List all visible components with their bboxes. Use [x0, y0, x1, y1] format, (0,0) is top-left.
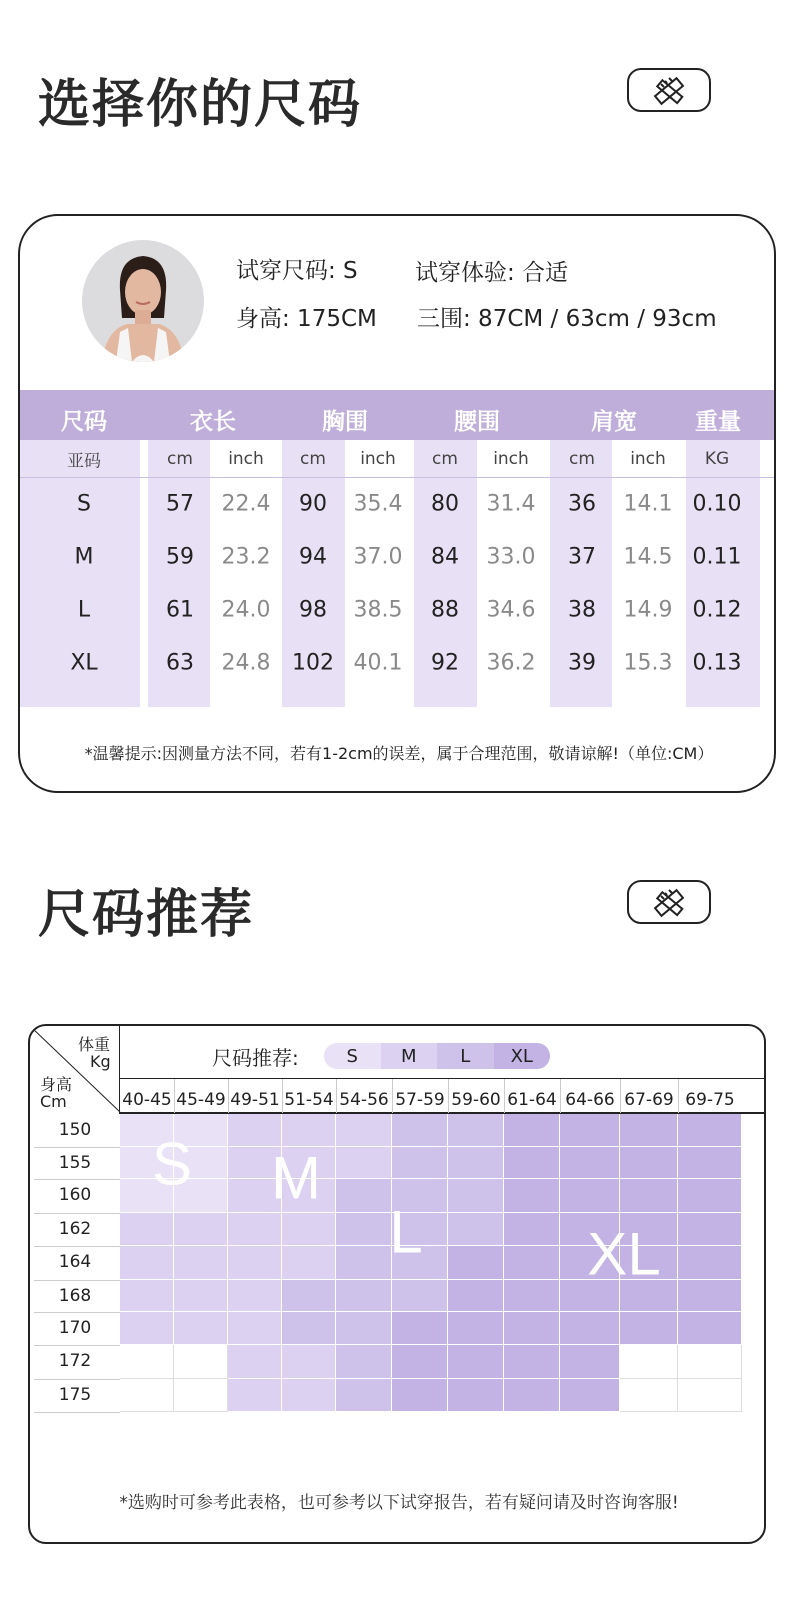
model-measurements-text: 三围: 87CM / 63cm / 93cm	[417, 306, 717, 332]
size-grid-cell	[448, 1312, 504, 1345]
size-grid-cell	[120, 1312, 174, 1345]
size-grid-cell	[620, 1345, 678, 1379]
size-grid-cell	[336, 1147, 392, 1179]
size-grid-cell	[392, 1379, 448, 1412]
height-header: 168	[58, 1286, 92, 1306]
try-experience-text: 试穿体验: 合适	[415, 260, 569, 286]
weight-header: 49-51	[230, 1090, 280, 1110]
header-divider	[120, 1078, 766, 1079]
weight-header: 57-59	[395, 1090, 445, 1110]
row-divider	[34, 1312, 120, 1313]
size-zone-label: M	[271, 1144, 321, 1212]
size-grid-cell	[448, 1147, 504, 1179]
size-grid-cell	[678, 1246, 742, 1280]
row-divider	[34, 1179, 120, 1180]
size-grid-cell	[174, 1246, 228, 1280]
label-column-divider	[119, 1026, 120, 1114]
size-grid-cell	[620, 1312, 678, 1345]
size-grid-cell	[678, 1345, 742, 1379]
size-grid-cell	[336, 1312, 392, 1345]
size-cell: 36	[568, 491, 596, 517]
model-avatar	[82, 240, 204, 362]
size-grid-cell	[560, 1379, 620, 1412]
weight-column-divider	[174, 1079, 175, 1113]
size-grid-cell	[336, 1280, 392, 1312]
size-cell: S	[77, 491, 91, 517]
legend-title: 尺码推荐:	[212, 1046, 299, 1070]
height-header: 175	[58, 1385, 92, 1405]
header-shoulder: 肩宽	[591, 409, 637, 435]
weight-header: 64-66	[565, 1090, 615, 1110]
legend-xl: XL	[494, 1043, 551, 1069]
weight-column-divider	[228, 1079, 229, 1113]
height-header: 155	[58, 1153, 92, 1173]
weight-column-divider	[504, 1079, 505, 1113]
subheader-cell: cm	[167, 449, 193, 469]
size-grid-cell	[392, 1345, 448, 1379]
size-cell: M	[74, 544, 94, 570]
size-grid-cell	[678, 1312, 742, 1345]
weight-column-divider	[620, 1079, 621, 1113]
corner-height-unit: Cm	[40, 1092, 67, 1111]
size-grid-cell	[228, 1312, 282, 1345]
size-grid-cell	[336, 1246, 392, 1280]
row-divider	[34, 1246, 120, 1247]
size-cell: 14.9	[623, 597, 673, 623]
size-cell: 57	[166, 491, 194, 517]
subheader-cell: 亚码	[67, 451, 101, 472]
weight-column-divider	[560, 1079, 561, 1113]
size-cell: 92	[431, 650, 459, 676]
height-header: 160	[58, 1185, 92, 1205]
size-cell: 80	[431, 491, 459, 517]
size-grid-cell	[504, 1345, 560, 1379]
size-grid-cell	[392, 1114, 448, 1147]
size-grid-cell	[282, 1280, 336, 1312]
legend-s: S	[324, 1043, 381, 1069]
model-height-text: 身高: 175CM	[236, 306, 377, 332]
row-divider	[34, 1379, 120, 1380]
size-cell: 84	[431, 544, 459, 570]
size-grid-cell	[228, 1280, 282, 1312]
size-grid-cell	[678, 1114, 742, 1147]
row-divider	[34, 1280, 120, 1281]
size-cell: 15.3	[623, 650, 673, 676]
subheader-cell: inch	[493, 449, 529, 469]
corner-weight-unit: Kg	[90, 1052, 111, 1071]
try-size-text: 试穿尺码: S	[236, 258, 358, 284]
size-cell: 0.12	[692, 597, 742, 623]
size-grid-cell	[336, 1213, 392, 1246]
size-cell: 14.1	[623, 491, 673, 517]
row-divider	[34, 1345, 120, 1346]
header-chest: 胸围	[322, 409, 368, 435]
size-grid-cell	[228, 1114, 282, 1147]
height-header: 150	[58, 1120, 92, 1140]
size-grid-cell	[174, 1379, 228, 1412]
corner-weight: 体重	[78, 1035, 111, 1054]
row-divider	[34, 1412, 120, 1413]
subheader-cell: cm	[432, 449, 458, 469]
size-cell: 38.5	[353, 597, 403, 623]
size-grid-cell	[282, 1114, 336, 1147]
size-grid-cell	[620, 1379, 678, 1412]
weight-header: 69-75	[685, 1090, 735, 1110]
legend-l: L	[437, 1043, 494, 1069]
size-grid-cell	[448, 1246, 504, 1280]
size-grid-cell	[678, 1379, 742, 1412]
size-cell: 23.2	[221, 544, 271, 570]
size-grid-cell	[282, 1345, 336, 1379]
size-zone-label: S	[151, 1130, 193, 1198]
size-cell: 0.11	[692, 544, 742, 570]
size-grid-cell	[120, 1345, 174, 1379]
size-grid-cell	[282, 1246, 336, 1280]
size-grid-cell	[228, 1213, 282, 1246]
size-grid-cell	[282, 1379, 336, 1412]
size-grid-cell	[504, 1280, 560, 1312]
size-cell: 94	[299, 544, 327, 570]
size-cell: 35.4	[353, 491, 403, 517]
size-grid-cell	[228, 1246, 282, 1280]
recommend-note: *选购时可参考此表格，也可参考以下试穿报告，若有疑问请及时咨询客服!	[119, 1493, 679, 1513]
recommend-card	[28, 1024, 766, 1544]
subheader-cell: inch	[630, 449, 666, 469]
header-length: 衣长	[190, 409, 236, 435]
size-grid-cell	[392, 1280, 448, 1312]
size-cell: 102	[292, 650, 334, 676]
size-grid-cell	[336, 1345, 392, 1379]
height-header: 164	[58, 1252, 92, 1272]
size-grid-cell	[504, 1179, 560, 1213]
size-table-subheader	[20, 440, 776, 478]
size-grid-cell	[504, 1312, 560, 1345]
weight-header: 40-45	[122, 1090, 172, 1110]
size-grid-cell	[228, 1345, 282, 1379]
size-cell: XL	[70, 650, 98, 676]
ruler-pencil-icon	[627, 68, 711, 112]
size-cell: 61	[166, 597, 194, 623]
size-grid-cell	[560, 1147, 620, 1179]
section-title-recommend: 尺码推荐	[38, 885, 255, 945]
size-grid-cell	[560, 1179, 620, 1213]
size-cell: 88	[431, 597, 459, 623]
size-grid-cell	[282, 1213, 336, 1246]
size-grid-cell	[560, 1312, 620, 1345]
size-grid-cell	[678, 1147, 742, 1179]
weight-column-divider	[282, 1079, 283, 1113]
weight-header: 45-49	[176, 1090, 226, 1110]
size-grid-cell	[560, 1345, 620, 1379]
size-grid-cell	[120, 1280, 174, 1312]
size-cell: 34.6	[486, 597, 536, 623]
size-cell: 22.4	[221, 491, 271, 517]
size-grid-cell	[448, 1179, 504, 1213]
size-cell: L	[77, 597, 91, 623]
height-header: 170	[58, 1318, 92, 1338]
size-grid-cell	[120, 1246, 174, 1280]
size-grid-cell	[120, 1379, 174, 1412]
measurement-note: *温馨提示:因测量方法不同，若有1-2cm的误差，属于合理范围，敬请谅解!（单位:CM）	[84, 744, 714, 763]
size-grid-cell	[174, 1345, 228, 1379]
weight-header: 51-54	[284, 1090, 334, 1110]
size-grid-cell	[448, 1213, 504, 1246]
size-cell: 40.1	[353, 650, 403, 676]
size-zone-label: XL	[587, 1220, 661, 1288]
size-legend	[324, 1043, 550, 1069]
weight-header: 54-56	[339, 1090, 389, 1110]
corner-height: 身高	[40, 1075, 73, 1094]
size-grid-cell	[282, 1312, 336, 1345]
weight-column-divider	[678, 1079, 679, 1113]
weight-header: 67-69	[624, 1090, 674, 1110]
size-cell: 98	[299, 597, 327, 623]
weight-header: 61-64	[507, 1090, 557, 1110]
weight-column-divider	[336, 1079, 337, 1113]
size-grid-cell	[174, 1312, 228, 1345]
size-grid-cell	[504, 1246, 560, 1280]
size-grid-cell	[504, 1379, 560, 1412]
subheader-cell: cm	[300, 449, 326, 469]
ruler-pencil-icon	[627, 880, 711, 924]
size-cell: 37.0	[353, 544, 403, 570]
size-grid-cell	[620, 1114, 678, 1147]
size-cell: 90	[299, 491, 327, 517]
weight-column-divider	[392, 1079, 393, 1113]
size-grid-cell	[504, 1213, 560, 1246]
size-grid-cell	[120, 1213, 174, 1246]
size-grid-cell	[678, 1280, 742, 1312]
size-grid-cell	[448, 1345, 504, 1379]
size-table-header	[20, 390, 776, 440]
size-cell: 0.10	[692, 491, 742, 517]
size-grid-cell	[174, 1280, 228, 1312]
size-card	[18, 214, 776, 793]
size-grid-cell	[504, 1147, 560, 1179]
size-grid-cell	[392, 1147, 448, 1179]
size-cell: 39	[568, 650, 596, 676]
size-grid-cell	[448, 1114, 504, 1147]
size-cell: 59	[166, 544, 194, 570]
height-header: 162	[58, 1219, 92, 1239]
size-grid-cell	[392, 1312, 448, 1345]
legend-m: M	[381, 1043, 438, 1069]
section-title-size: 选择你的尺码	[38, 75, 363, 135]
subheader-cell: cm	[569, 449, 595, 469]
size-cell: 0.13	[692, 650, 742, 676]
size-grid-cell	[448, 1280, 504, 1312]
row-divider	[34, 1213, 120, 1214]
size-cell: 63	[166, 650, 194, 676]
size-grid-cell	[678, 1213, 742, 1246]
size-grid-cell	[620, 1179, 678, 1213]
size-grid-cell	[620, 1147, 678, 1179]
size-cell: 31.4	[486, 491, 536, 517]
subheader-cell: inch	[360, 449, 396, 469]
weight-header: 59-60	[451, 1090, 501, 1110]
subheader-cell: inch	[228, 449, 264, 469]
size-grid-cell	[336, 1114, 392, 1147]
size-cell: 38	[568, 597, 596, 623]
size-cell: 33.0	[486, 544, 536, 570]
size-grid-cell	[560, 1114, 620, 1147]
header-waist: 腰围	[454, 409, 500, 435]
size-cell: 14.5	[623, 544, 673, 570]
subheader-cell: KG	[704, 449, 730, 469]
size-grid-cell	[336, 1179, 392, 1213]
weight-column-divider	[448, 1079, 449, 1113]
size-cell: 36.2	[486, 650, 536, 676]
size-cell: 24.0	[221, 597, 271, 623]
size-grid-cell	[448, 1379, 504, 1412]
size-grid-cell	[504, 1114, 560, 1147]
header-size: 尺码	[61, 409, 107, 435]
size-grid-cell	[678, 1179, 742, 1213]
size-grid-cell	[228, 1379, 282, 1412]
size-grid-cell	[336, 1379, 392, 1412]
size-cell: 37	[568, 544, 596, 570]
size-grid-cell	[174, 1213, 228, 1246]
header-divider	[120, 1112, 766, 1114]
size-cell: 24.8	[221, 650, 271, 676]
size-zone-label: L	[389, 1198, 423, 1266]
header-weight: 重量	[695, 409, 741, 435]
height-header: 172	[58, 1351, 92, 1371]
row-divider	[34, 1147, 120, 1148]
